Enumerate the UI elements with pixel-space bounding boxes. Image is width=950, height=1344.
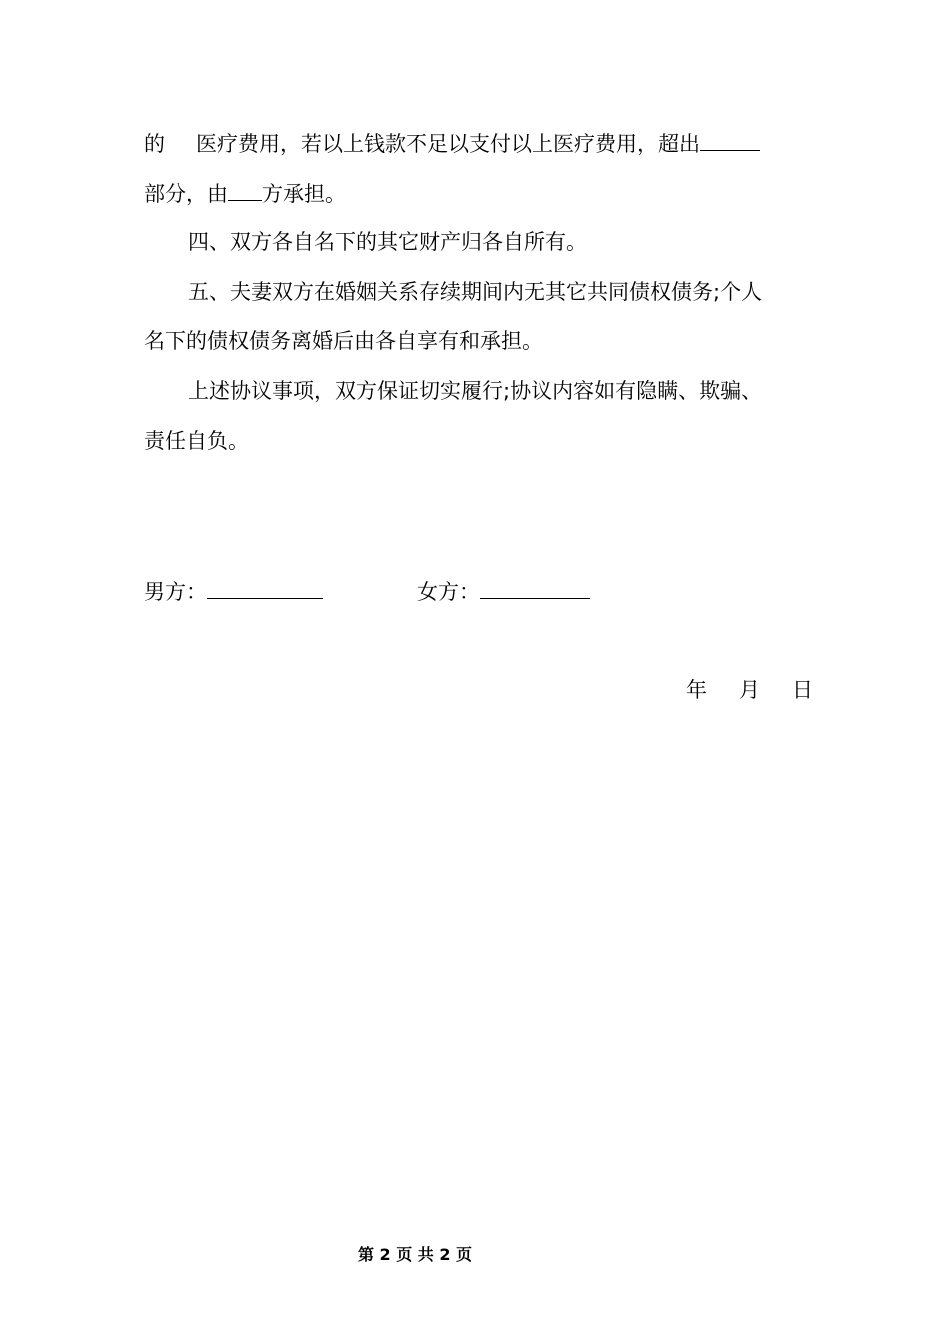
male-signature: [144, 576, 323, 606]
female-signature: [417, 576, 590, 606]
text-para-four: 四、双方各自名下的其它财产归各自所有。: [188, 230, 587, 254]
female-label: 女方：: [417, 580, 480, 604]
text-portion: 部分，由: [144, 182, 228, 206]
paragraph-four: [188, 228, 587, 256]
paragraph-medical-line2: [144, 178, 346, 208]
text-medical-cost: 医疗费用，若以上钱款不足以支付以上医疗费用，超出: [196, 132, 700, 156]
paragraph-six-line2: [144, 427, 249, 455]
page-footer: [0, 1244, 830, 1266]
text-bear: 方承担。: [262, 182, 346, 206]
female-signature-blank[interactable]: [480, 576, 590, 599]
text-de: 的: [144, 132, 165, 156]
paragraph-medical-line1: [144, 128, 760, 158]
text-para-five-2: 名下的债权债务离婚后由各自享有和承担。: [144, 329, 543, 353]
text-para-six-2: 责任自负。: [144, 429, 249, 453]
excess-amount-blank[interactable]: [700, 128, 760, 151]
date-month: 月: [739, 678, 760, 702]
date-year: 年: [686, 678, 707, 702]
paragraph-six-line1: [188, 377, 762, 405]
male-label: 男方：: [144, 580, 207, 604]
male-signature-blank[interactable]: [207, 576, 323, 599]
paragraph-five-line1: [188, 278, 762, 306]
paragraph-five-line2: [144, 327, 543, 355]
text-para-five-1: 五、夫妻双方在婚姻关系存续期间内无其它共同债权债务;个人: [188, 280, 763, 304]
date-line: [686, 676, 813, 704]
date-day: 日: [792, 678, 813, 702]
text-para-six-1: 上述协议事项，双方保证切实履行;协议内容如有隐瞒、欺骗、: [188, 379, 763, 403]
party-blank[interactable]: [228, 178, 262, 201]
page-number: 第 2 页 共 2 页: [357, 1245, 473, 1264]
